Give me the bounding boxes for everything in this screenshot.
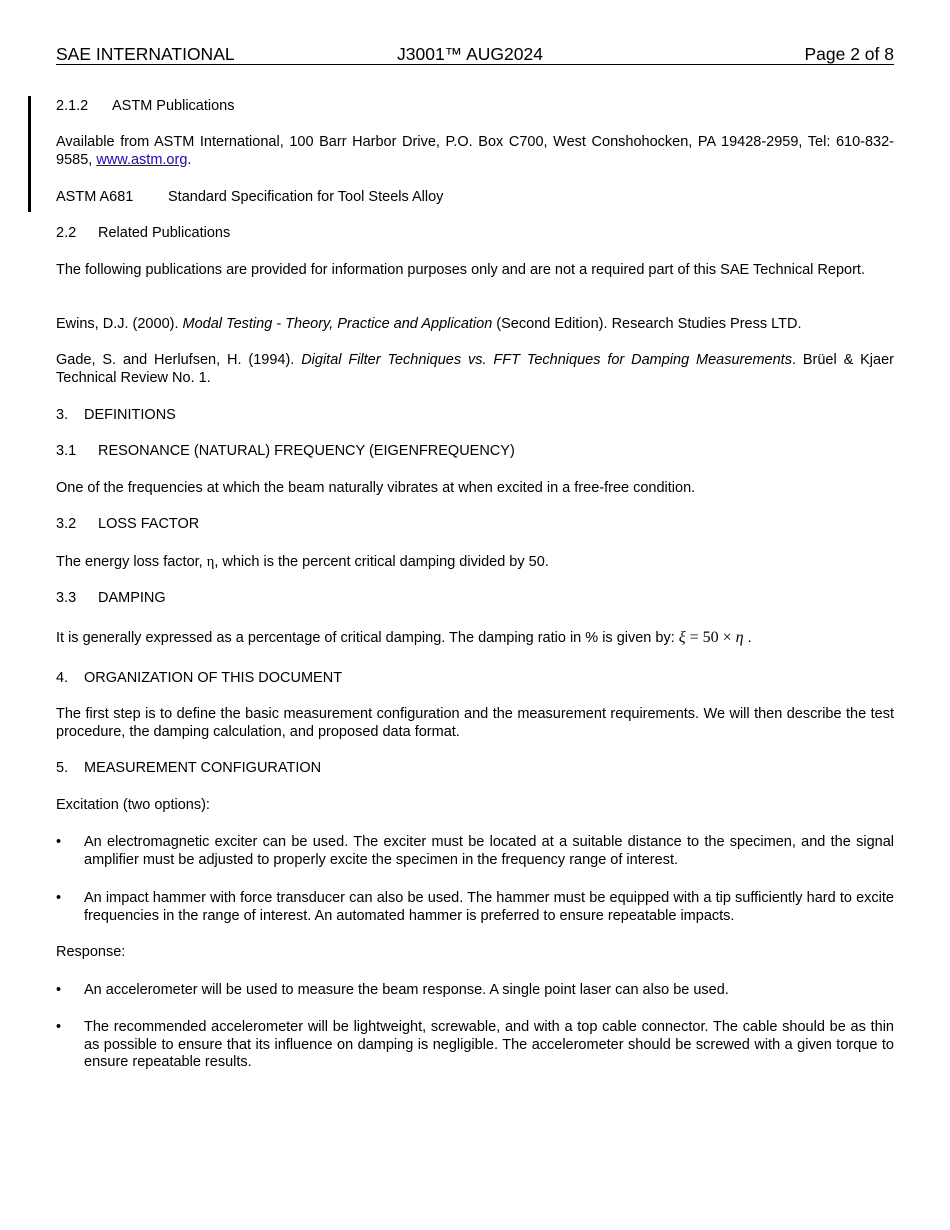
section-title: Related Publications: [98, 225, 231, 241]
section-4-text: The first step is to define the basic measurement configuration and the measurement requirements. We will then describe the test procedure, the damping calculation, and proposed data format.: [56, 706, 894, 740]
excitation-label: Excitation (two options):: [56, 797, 210, 813]
definition-text-end: , which is the percent critical damping divided by 50.: [214, 554, 549, 570]
section-2-2-heading: [56, 225, 894, 243]
reference-details: . Brüel & Kjaer Technical Review No. 1.: [56, 352, 894, 386]
section-title: DEFINITIONS: [84, 407, 176, 423]
bullet-icon: •: [56, 890, 62, 906]
section-number: 2.1.2: [56, 98, 89, 114]
section-title: ASTM Publications: [112, 98, 235, 114]
response-label: Response:: [56, 944, 126, 960]
list-item: [56, 1019, 894, 1072]
reference-author: Gade, S. and Herlufsen, H. (1994).: [56, 352, 302, 368]
section-3-1-heading: [56, 443, 894, 461]
list-item: [56, 982, 894, 1000]
bullet-icon: •: [56, 982, 62, 998]
header-doc-id: J3001™ AUG2024: [397, 44, 543, 64]
definition-text: The energy loss factor,: [56, 554, 207, 570]
reference-ewins: [56, 316, 894, 334]
section-3-3-heading: [56, 590, 894, 608]
reference-title: Digital Filter Techniques vs. FFT Techniques for Damping Measurements: [301, 352, 792, 368]
list-item-text: An accelerometer will be used to measure the beam response. A single point laser can also be used.: [84, 982, 729, 998]
section-title: RESONANCE (NATURAL) FREQUENCY (EIGENFREQUENCY): [98, 443, 515, 459]
related-publications-intro: The following publications are provided for information purposes only and are not a required part of this SAE Technical Report.: [56, 262, 865, 278]
section-number: 2.2: [56, 225, 77, 241]
definition-3-1-text: One of the frequencies at which the beam naturally vibrates at when excited in a free-free condition.: [56, 480, 696, 496]
header-page-number: Page 2 of 8: [804, 44, 894, 64]
section-title: DAMPING: [98, 590, 166, 606]
xi-symbol: ξ: [678, 629, 686, 646]
list-item: [56, 890, 894, 925]
section-number: 3.: [56, 407, 69, 423]
section-number: 3.1: [56, 443, 77, 459]
section-3-heading: [56, 407, 894, 425]
list-item-text: An electromagnetic exciter can be used. The exciter must be located at a suitable distance to the specimen, and the signal amplifier must be adjusted to properly excite the specimen in the frequency range of interest.: [84, 834, 894, 868]
bullet-icon: •: [56, 1019, 62, 1035]
section-title: LOSS FACTOR: [98, 516, 200, 532]
section-number: 3.2: [56, 516, 77, 532]
reference-title: Standard Specification for Tool Steels Alloy: [168, 189, 444, 205]
eta-symbol: η: [735, 629, 744, 646]
reference-code: ASTM A681: [56, 189, 134, 205]
astm-website-link[interactable]: www.astm.org: [96, 151, 188, 168]
astm-a681-reference: [56, 189, 894, 207]
availability-text: Available from ASTM International, 100 Barr Harbor Drive, P.O. Box C700, West Conshohocken, PA 19428-2959, Tel: 610-832-9585,: [56, 134, 894, 168]
formula-end: .: [743, 630, 752, 646]
list-item: [56, 834, 894, 869]
list-item-text: An impact hammer with force transducer can also be used. The hammer must be equipped with a tip sufficiently hard to excite frequencies in the range of interest. An automated hammer is preferred to ensure repeatable impacts.: [84, 890, 894, 924]
header-org: SAE INTERNATIONAL: [56, 44, 235, 64]
astm-availability-paragraph: [56, 134, 894, 169]
reference-title: Modal Testing - Theory, Practice and Application: [182, 316, 493, 332]
section-2-1-2-heading: [56, 98, 894, 116]
reference-gade: [56, 352, 894, 387]
definition-text: It is generally expressed as a percentage of critical damping. The damping ratio in % is given by:: [56, 630, 679, 646]
list-item-text: The recommended accelerometer will be lightweight, screwable, and with a top cable connector. The cable should be as thin as possible to ensure that its influence on damping is negligible. The accelerometer should be screwed with a given torque to ensure repeatable results.: [84, 1019, 894, 1070]
revision-change-bar: [28, 96, 31, 212]
eta-symbol: η: [206, 554, 215, 570]
availability-end: .: [187, 151, 192, 168]
definition-3-3-text: [56, 629, 894, 648]
bullet-icon: •: [56, 834, 62, 850]
reference-details: (Second Edition). Research Studies Press LTD.: [492, 316, 802, 332]
section-number: 3.3: [56, 590, 77, 606]
formula-operator: = 50 ×: [685, 629, 736, 646]
section-number: 4.: [56, 670, 69, 686]
page-header: [56, 44, 894, 65]
section-4-heading: [56, 670, 894, 688]
definition-3-2-text: [56, 554, 894, 572]
damping-ratio-formula: [679, 629, 744, 646]
section-5-heading: [56, 760, 894, 778]
section-3-2-heading: [56, 516, 894, 534]
section-title: ORGANIZATION OF THIS DOCUMENT: [84, 670, 343, 686]
section-number: 5.: [56, 760, 69, 776]
reference-author: Ewins, D.J. (2000).: [56, 316, 183, 332]
section-title: MEASUREMENT CONFIGURATION: [84, 760, 322, 776]
